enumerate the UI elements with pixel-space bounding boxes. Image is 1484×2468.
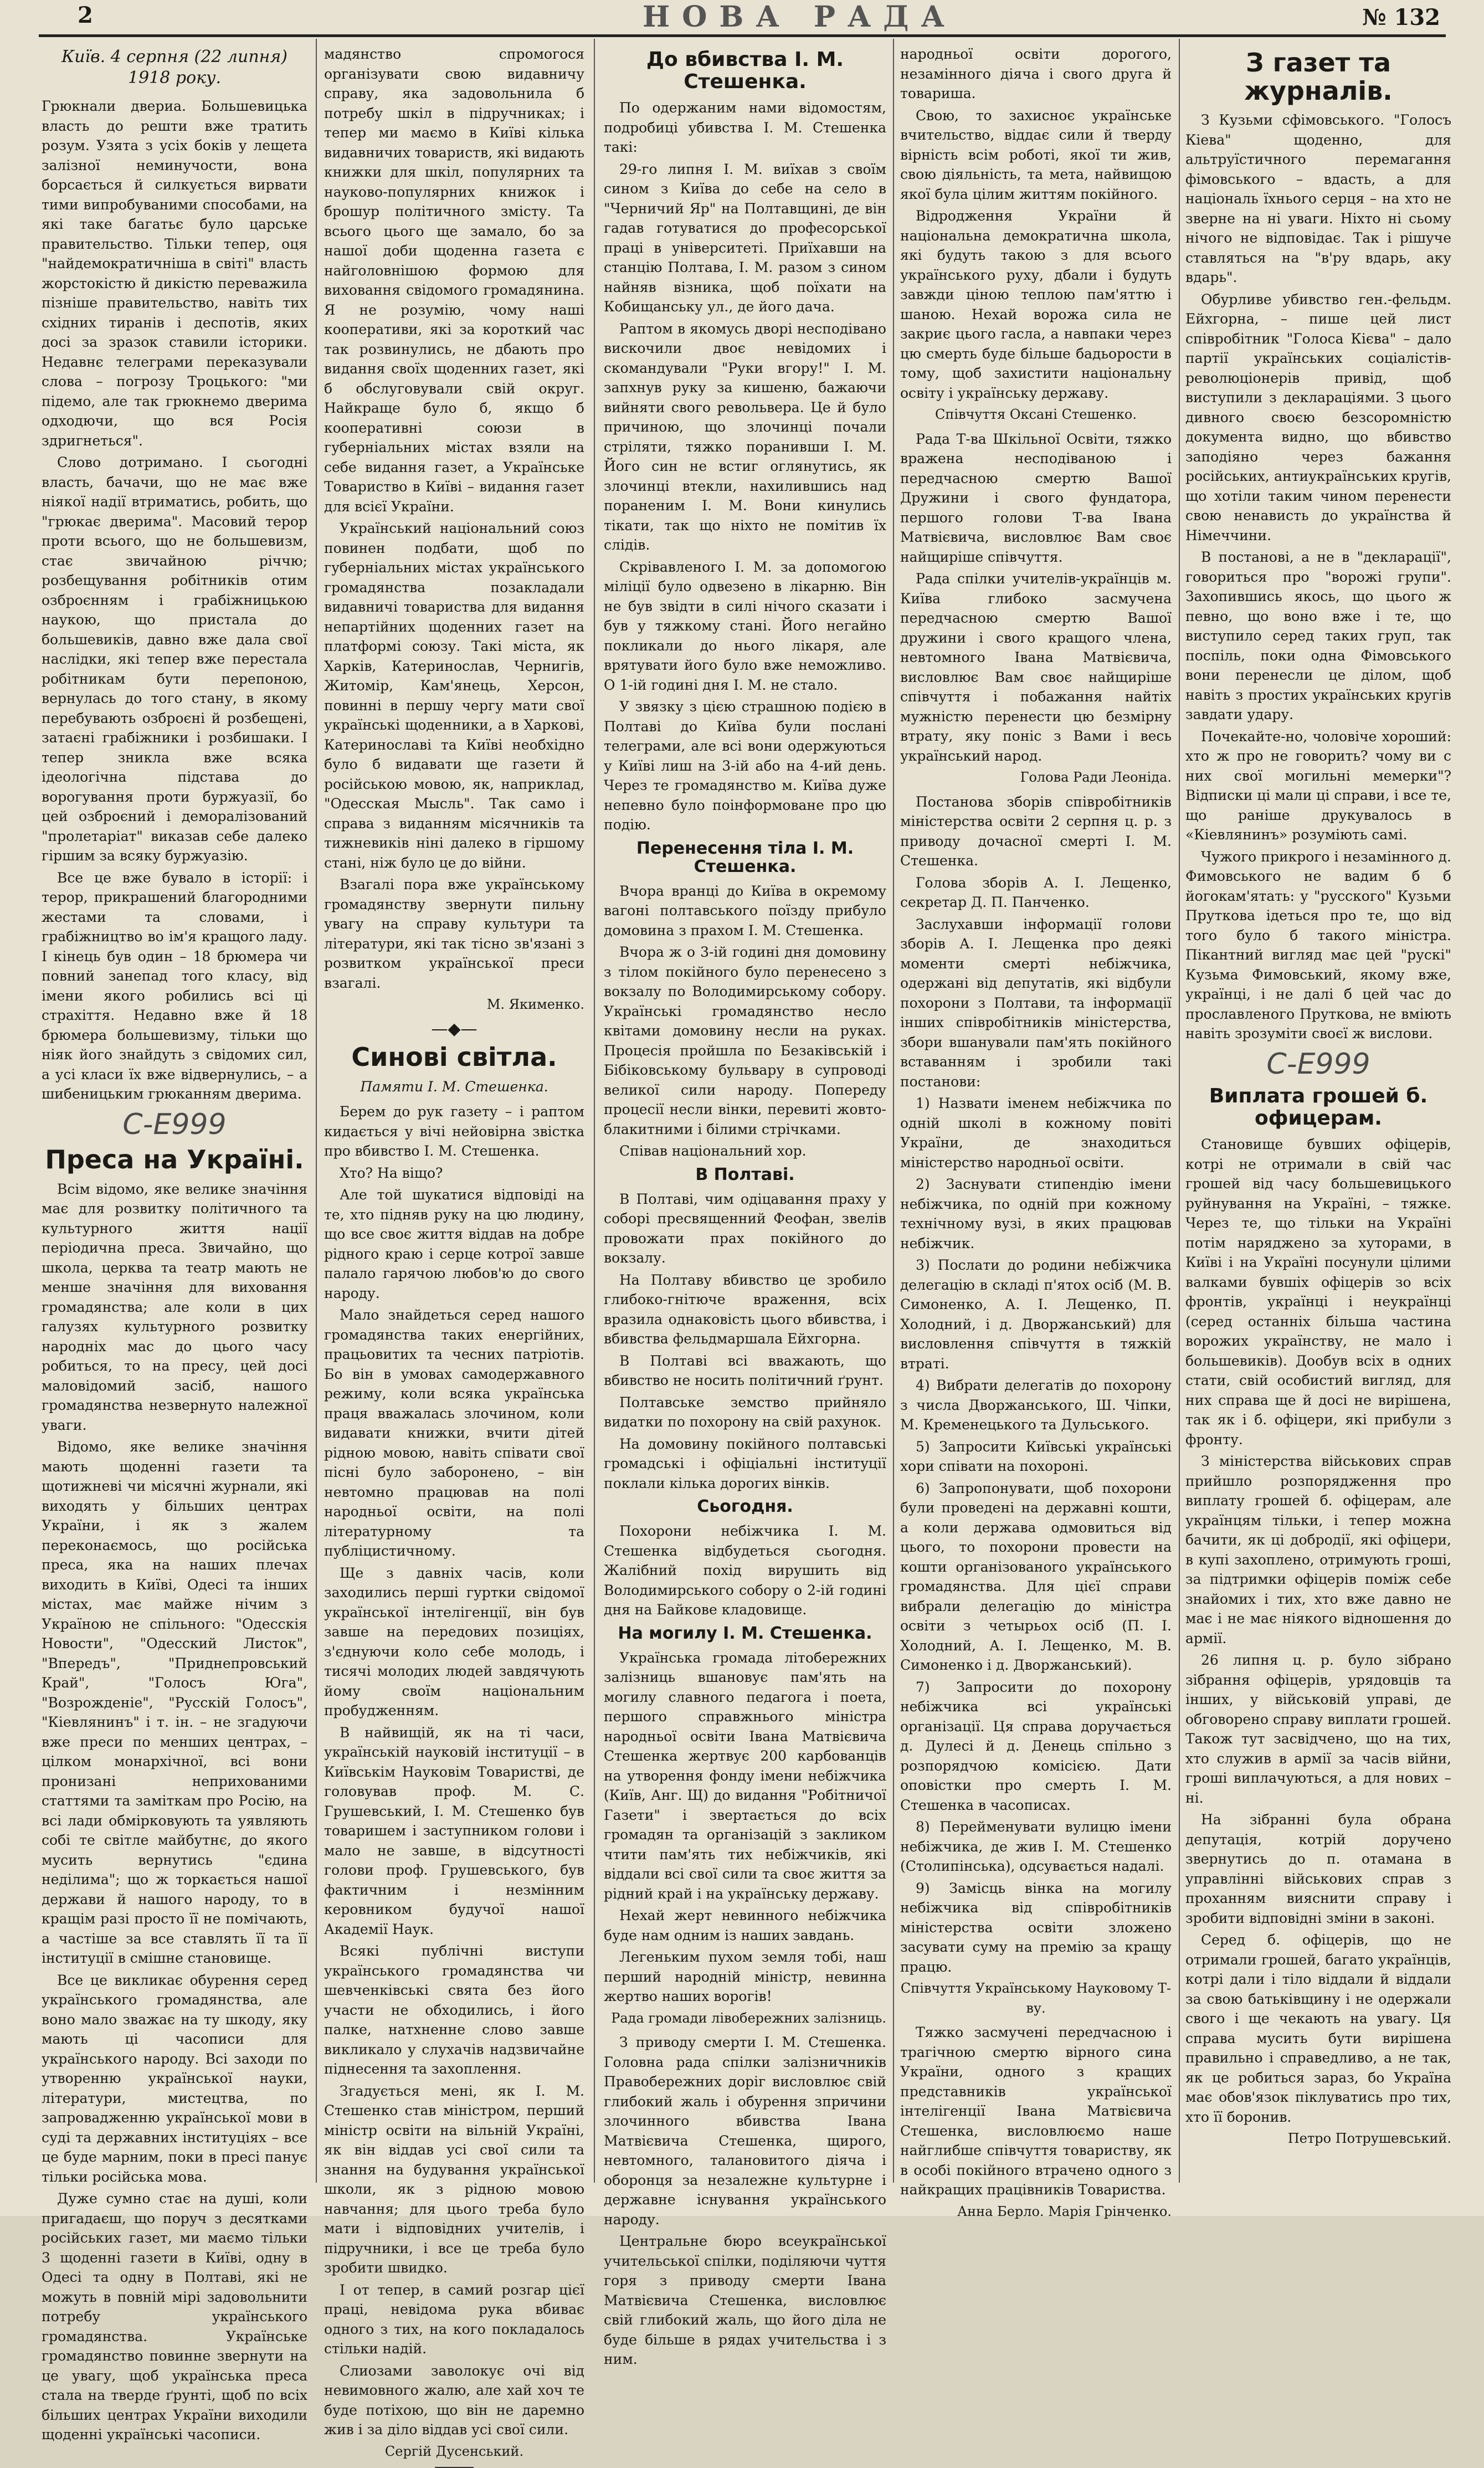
article-signature: Голова Ради Леоніда.: [1020, 769, 1172, 785]
column-divider: [1179, 39, 1180, 2183]
article-paragraph: Українська громада літобережних залізниць вшановує пам'ять на могилу славного педагога і поета, першого справжнього міністра народньої освіти Івана Матвієвича Стешенка жертвує 200 карбованців на утворення фонду імени небіжчика (Київ, Анг. Щ) до видання "Робітничої Газети" і звертається до всіх громадян та організацій з закликом чтити пам'ять тих небіжчиків, які віддали всі свої сили та своє життя за рідний край і на українську державу.: [604, 1649, 886, 1902]
column-divider: [316, 39, 317, 2183]
article-dedication: Памяти І. М. Стешенка.: [360, 1078, 548, 1095]
masthead-rule: [39, 34, 1446, 37]
article-paragraph: В Полтаві, чим одіцавання праху у соборі пресвященний Феофан, звелів провожати прах покійного до вокзалу.: [604, 1191, 886, 1266]
article-paragraph: З приводу смерти І. М. Стешенка. Головна рада спілки залізничників Правобережних доріг висловлює свій глибокий жаль і обурення зпричини злочинного вбивства Івана Матвієвича Стешенка, щирого, невтомного, талановитого діяча і оборонця за незалежне культурне і державне існування українського народу.: [604, 2034, 886, 2228]
article-headline: До вбивства І. М. Стешенка.: [646, 48, 844, 93]
article-paragraph: В Полтаві всі вважають, що вбивство не носить політичний ґрунт.: [604, 1352, 886, 1389]
list-item: 4) Вибрати делегатів до похорону з числа Дворжанського, Ш. Чіпки, М. Кременецького та Дульського.: [900, 1377, 1172, 1433]
column-divider: [893, 39, 894, 2183]
section-subheading: В Полтаві.: [695, 1164, 795, 1184]
article-paragraph: Полтавське земство прийняло видатки по похорону на свій рахунок.: [604, 1394, 886, 1430]
article-headline: З газет та журналів.: [1244, 48, 1393, 106]
article-paragraph: Центральне бюро всеукраїнської учительської спілки, поділяючи чуття горя з приводу смерти Івана Матвієвича Стешенка, висловлює свій глибокий жаль, що його діла не буде більше в рядах учительства і з ним.: [604, 2233, 886, 2368]
article-paragraph: Все це викликає обурення серед українського громадянства, але воно мало зважає на ту шкоду, яку мають ці часописи для українського народу. Всі заходи по утворенню української науки, літератури, мистецтва, по запровадженню української мови в суді та державних інституціях – все це буде марним, поки в пресі панує тільки російська мова.: [42, 1972, 307, 2185]
editorial-paragraph: Грюкнали двериа. Большевицька власть до решти вже тратить розум. Узята з усіх боків у лещета залізної неминучости, вона борсається й силкується вирвати тими випробуваними способами, на які таке багатьє було царське правительство. Тільки тепер, оця "найдемократичніша в світі" власть жорстокістю й дикістю переважила пізніше правительство, навіть тих східних тиранів і деспотів, яких досі за зразок ставили історики. Недавнє телеграми переказували слова – погрозу Троцького: "ми підемо, але так грюкнемо дверима одходючи, що вся Росія здригнеться".: [42, 98, 307, 449]
article-paragraph: З міністерства військових справ прийшло розпорядження про виплату грошей б. офіцерам, але українцям тільки, і тепер можна бачити, як ці добродії, які офіцери, в купі захоплено, отримують гроші, за підтримки офіцерів поміж себе знайомих і тих, хто вже давно не має і не має ніякого відношення до армії.: [1185, 1453, 1451, 1646]
article-paragraph: Вчора вранці до Київа в окремому вагоні полтавського поїзду прибуло домовина з прахом І. М. Стешенка.: [604, 882, 886, 938]
article-paragraph: І от тепер, в самий розгар цієї праці, невідома рука вбиває одного з тих, на кого покладалось стільки надій.: [324, 2281, 584, 2357]
list-item: 8) Перейменувати вулицю імени небіжчика, де жив І. М. Стешенко (Столипінська), одсувається надалі.: [900, 1819, 1172, 1874]
article-paragraph: народньої освіти дорогого, незамінного діяча і свого друга й товариша.: [900, 46, 1172, 101]
list-item: 3) Послати до родини небіжчика делегацію в складі п'ятох осіб (М. В. Симоненко, А. І. Лещенко, П. Холодний, і д. Дворжанський) для висловлення співчуття в тяжкій втраті.: [900, 1257, 1172, 1372]
article-paragraph: Почекайте-но, чоловіче хороший: хто ж про не говорить? чому ви с них свої могильні мемерки"? Відписки ці мали ці справи, і все те, що раніше друкувалось в «Кіевлянинъ» розуміють самі.: [1185, 728, 1451, 843]
article-paragraph: Берем до рук газету – і раптом кидається у вічі нейовірна звістка про вбивство І. М. Стешенка.: [324, 1104, 584, 1159]
article-paragraph: Заслухавши інформації голови зборів А. І. Лещенка про деякі моменти смерті небіжчика, одержані від депутатів, які відбули похорони з Полтави, та інформації інших співробітників міністерства, збори вшанували пам'ять покійного вставанням і зробили такі постанови:: [900, 916, 1172, 1090]
article-signature: М. Якименко.: [486, 997, 584, 1012]
article-paragraph: На Полтаву вбивство це зробило глибоко-гнітюче враження, всіх вразила однаковість цього вбивства, і вбивства фельдмаршала Ейхгорна.: [604, 1271, 886, 1347]
list-item: 7) Запросити до похорону небіжчика всі українські організації. Ця справа доручається д. Дулесі й д. Денець спільно з розпорядчою комісією. Дати оповістки про смерть І. М. Стешенка в часописах.: [900, 1679, 1172, 1813]
section-subheading: Перенесення тіла І. М. Стешенка.: [636, 838, 854, 876]
section-subheading: Співчуття Оксані Стешенко.: [934, 407, 1137, 422]
ornament-divider: —◆—: [431, 1019, 477, 1039]
article-paragraph: Взагалі пора вже українському громадянству звернути пильну увагу на справу культури та літератури, які так тісно зв'язані з розвитком української преси взагалі.: [324, 876, 584, 991]
article-paragraph: 26 липня ц. р. було зібрано зібрання офіцерів, урядовців та інших, у військовій управі, де обговорено справу виплати грошей. Також тут засвідчено, що на тих, хто служив в армії за часів війни, гроші виплачуються, а для нових – ні.: [1185, 1652, 1451, 1806]
list-item: 1) Назвати іменем небіжчика по одній школі в кожному повіті України, де знаходиться міністерство народньої освіти.: [900, 1095, 1172, 1171]
article-paragraph: Чужого прикрого і незамінного д. Фимовського не вадим б б йогокам'ятать: у "русского" Кузьми Пруткова ідеться про те, що від того було б такого міністра. Пікантний вигляд має цей "рускі" Кузьма Фимовський, якому вже, українці, і не далі б цей час до прославленого Пруткова, не вміють навіть зрозуміти своєї ж вислови.: [1185, 848, 1451, 1042]
article-paragraph: Відомо, яке велике значіння мають щоденні газети та щотижневі чи місячні журнали, які виходять у більших центрах України, і як з жалем переконаємось, що російська преса, яка на наших плечах виходить в Київі, Одесі та інших містах, має майже нічим з Україною не спільного: "Одесскія Новости", "Одесский Листок", "Впередъ", "Приднепровський Край", "Голосъ Юга", "Возрожденіе", "Русскій Голосъ", "Кіевлянинъ" і т. ін. – не згадуючи вже преси по менших центрах, – цілком монархічної, всі вони пронизані неприхованими статтями та заміткам про Росію, на всі лади обмірковують та уявляють собі те світле майбутнє, до якого мусить вернутись "єдина неділима"; що ж торкається нашої держави й нашого народу, то в кращім разі просто її не помічають, а частіше за все ставлять її та її інституції в смішне становище.: [42, 1439, 307, 1967]
article-paragraph: Рада спілки учителів-українців м. Київа глибоко засмучена передчасною смертю Вашої дружини і свого кращого члена, невтомного Івана Матвієвича, висловлює Вам своє найщиріше співчуття і побажання найтіх мужністю перенести цю безмірну втрату, яку поніс з Вами і весь український народ.: [900, 571, 1172, 764]
list-item: 9) Замісць вінка на могилу небіжчика від співробітників міністерства освіти зложено засувати суму на премію за кращу працю.: [900, 1880, 1172, 1975]
article-paragraph: 29-го липня І. М. виїхав з своїм сином з Київа до себе на село в "Черничий Яр" на Полтавщині, де він гадав готуватися до професорської праці в університеті. Приїхавши на станцію Полтава, І. М. разом з сином найняв візника, щоб поїхати на Кобищанську ул., де його дача.: [604, 161, 886, 315]
masthead: [33, 0, 1451, 33]
article-headline: Синові світла.: [351, 1042, 557, 1072]
article-paragraph: Слиозами заволокує очі від невимовного жалю, але хай хоч те буде потіхою, що він не даремно жив і за діло віддав усі свої сили.: [324, 2362, 584, 2438]
column-2: [324, 44, 584, 2459]
article-paragraph: Дуже сумно стає на душі, коли пригадаєш, що поруч з десятками російських газет, ми маємо тільки 3 щоденні газети в Київі, одну в Одесі та одну в Полтаві, які не можуть в повній мірі задовольнити потребу українського громадянства. Українське громадянство повинне звернути на це увагу, щоб українська преса стала на тверде ґрунті, щоб по всіх більших центрах України виходили щоденні українські часописи.: [42, 2190, 307, 2443]
article-paragraph: Вчора ж о 3-ій годині дня домовину з тілом покійного було перенесено з вокзалу по Володимирському собору. Українські громадянство несло квітами домовину несли на руках. Процесія пройшла по Безаківській і Бібіковському бульвару в супроводі великої сили народу. Попереду процесії несли вінки, перевиті жовто-блакитними і білими стрічками.: [604, 944, 886, 1137]
article-paragraph: Рада Т-ва Шкільної Освіти, тяжко вражена несподіваною і передчасною смертю Вашої Дружини і свого фундатора, першого голови Т-ва Івана Матвієвича, висловлює Вам своє найщиріше співчуття.: [900, 430, 1172, 565]
article-paragraph: На зібранні була обрана депутація, котрій доручено звернутись до п. отамана в управлінні військових справ з проханням вияснити справу і зробити відповідні зміни в законі.: [1185, 1812, 1451, 1926]
editorial-date: Київ. 4 серпня (22 липня) 1918 року.: [61, 47, 288, 88]
article-paragraph: Відродження України й національна демократична школа, які будуть такою з для всього українського руху, дбали і будуть завжди ціною теплою пам'яттю і шаною. Нехай ворожа сила не закриє цього гасла, а навпаки через цю смерть буде більше бадьорости в тому, щоб захистити національну освіту і українську державу.: [900, 208, 1172, 401]
editorial-paragraph: Все це вже бувало в історії: і терор, прикрашений благородними жестами та словами, і грабіжництво во ім'я кращого ладу. І кінець був один – 18 брюмера чи повний занепад того класу, від імени якого робились всі ці страхіття. Недавно вже й 18 брюмера большевизму, тільки що ніяк його знайдуть з свідомих сил, а усі класи їх вже відвернулись, – а шибеницьким грюканням дверима.: [42, 869, 307, 1102]
paper-title: НОВА РАДА: [643, 0, 957, 34]
page-number: 2: [78, 2, 93, 28]
column-divider: [594, 39, 595, 2183]
list-item: 6) Запропонувати, щоб похорони були проведені на державні кошти, а коли держава одмовиться від цього, то похорони провести на кошти організованого українського громадянства. Для цієї справи вибрали делегацію до міністра освіти з четырьох осіб (П. І. Холодний, А. І. Лещенко, М. В. Симоненко і д. Дворжанський).: [900, 1480, 1172, 1673]
article-paragraph: мадянство спромогося організувати свою видавничу справу, яка задовольнила б потребу шкіл в підручниках; і тепер ми маємо в Київі кілька видавничих товариств, які видають книжки для шкіл, популярних та науково-популярних книжок і брошур політичного змісту. Та всього цього ще замало, бо за нашої доби щоденна газета є найголовнішою формою для виховання свідомого громадянина. Я не розумію, чому наші кооперативи, які за короткий час так розвинулись, не дбають про видання своїх щоденних газет, які б обслуговували свій округ. Найкраще було б, якщо б кооперативні союзи в губерніальних містах взяли на себе видання газет, а Українське Товариство в Київі – видання газет для всієї України.: [324, 46, 584, 515]
article-paragraph: Серед б. офіцерів, що не отримали грошей, багато українців, котрі дали і тіло віддали й віддали за свою батьківщину і не одержали свого і ще чекають на увагу. Ця справа мусить бути вирішена правильно і справедливо, а не так, як це робиться зараз, бо Україна має обов'язок піклуватись про тих, хто її боронив.: [1185, 1932, 1451, 2125]
article-paragraph: По одержаним нами відомостям, подробиці убивства І. М. Стешенка такі:: [604, 100, 886, 156]
article-headline: Виплата грошей б. офицерам.: [1209, 1085, 1428, 1130]
article-headline: Преса на Україні.: [45, 1145, 304, 1174]
column-4: [900, 44, 1172, 2219]
article-signature: Петро Потрушевський.: [1287, 2131, 1451, 2147]
section-subheading: Сьогодня.: [697, 1497, 793, 1517]
editorial-paragraph: Слово дотримано. І сьогодні власть, бачачи, що не має вже ніякої надії втриматись, робить, що "грюкає дверима". Масовий терор проти всього, що не большевизм, стає звичайною річчю; розбещування робітників отим озброєнням і грабіжницькою наукою, що пристала до большевиків, давно вже дала свої наслідки, які тепер вже перестала робітникам бути перепоною, вернулась до того стану, в якому перебувають озброєні й розбещені, затаєні грабіжники і розбишаки. І тепер зникла вже всяка ідеологічна підстава до ворогування проти буржуазії, бо цей озброєний і деморалізований "пролетаріат" виказав себе далеко гіршим за всяку буржуазію.: [42, 454, 307, 864]
article-signature: Сергій Дусенський.: [384, 2443, 524, 2459]
article-paragraph: Хто? На віщо?: [340, 1164, 443, 1181]
article-paragraph: Скрівавленого І. М. за допомогою міліції було одвезено в лікарню. Він не був звідти в силі нічого сказати і був у тяжкому стані. Його негайно покликали до нього лікаря, але врятувати його було вже неможливо. О 1-ій годині дня І. М. не стало.: [604, 558, 886, 693]
article-paragraph: Ще з давніх часів, коли заходились перші гуртки свідомої української інтелігенції, він був завше на передових позиціях, з'єднуючи коло себе молодь, і тисячі молодих людей завдячують йому своїм національним пробудженням.: [324, 1564, 584, 1719]
section-subheading: Співчуття Українському Науковому Т-ву.: [900, 1980, 1172, 2016]
article-signature: Анна Берло. Марія Грінченко.: [957, 2203, 1172, 2219]
article-paragraph: У звязку з цією страшною подією в Полтаві до Київа були послані телеграми, але всі вони одержуються у Київі лиш на 3-ій або на 4-ий день. Через те громадянство м. Київа дуже непевно було поінформоване про цю подію.: [604, 699, 886, 833]
article-paragraph: Але той шукатися відповіді на те, хто підняв руку на цю людину, що все своє життя віддав на добре рідного краю і серце котрої завше палало гарячою любов'ю до свого народу.: [324, 1187, 584, 1301]
issue-number: № 132: [1362, 4, 1440, 30]
article-paragraph: Всім відомо, яке велике значіння має для розвитку політичного та культурного життя нації періодична преса. Звичайно, що школа, церква та театр мають не менше значіння для виховання громадянства; але коли в цих галузях культурного розвитку народніх мас до цього часу робиться, то на пресу, цей досі маловідомий засіб, нашого громадянства незвернуто належної уваги.: [42, 1181, 307, 1433]
column-3: [604, 44, 886, 2368]
article-paragraph: На домовину покійного полтавські громадські і офіціальні інституції поклали кілька дорогих вінків.: [604, 1435, 886, 1491]
article-paragraph: Похорони небіжчика І. М. Стешенка відбудеться сьогодня. Жалібний похід вирушить від Володимирського собору о 2-ій годині дня на Байкове кладовище.: [604, 1523, 886, 1618]
article-paragraph: В найвищій, як на ті часи, українській науковій інституції – в Київськім Науковім Товаристві, де головував проф. М. С. Грушевський, І. М. Стешенко був товаришем і заступником голови і мало не завше, в відсутності голови проф. Грушевського, був фактичним і незмінним керовником будучої нашої Академії Наук.: [324, 1724, 584, 1937]
article-signature: Рада громади лівобережних залізниць.: [611, 2010, 886, 2026]
article-paragraph: З Кузьми сфімовського. "Голосъ Кіева" щоденно, для альтруїстичного перемагання фімовського – вдасть, а для національ їхнього серця – на хто не зверне на ні уваги. Ніхто ні сьому нічого не відповідає. Так і рішуче ставляться на "в'ру вдарь, аку вдарь".: [1185, 112, 1451, 286]
library-stamp: С-Е999: [1266, 1047, 1370, 1081]
article-paragraph: В постанові, а не в "декларації", говориться про "ворожі групи". Захопившись якось, що цього ж певно, що воно вже і те, що виступило серед таких груп, так поспіль, поки одна Фімовського вони перенесли це ділом, щоб навіть з простих українських кругів завдати удару.: [1185, 549, 1451, 723]
article-paragraph: Постанова зборів співробітників міністерства освіти 2 серпня ц. р. з приводу дочасної смерті І. М. Стешенка.: [900, 793, 1172, 869]
list-item: 5) Запросити Київські українські хори співати на похороні.: [900, 1438, 1172, 1474]
article-paragraph: Свою, то захисноє українське вчительство, віддає сили й тверду вірність всім роботі, якої ти жив, свою діяльність, та мета, найвищою якої була цілим життям покійного.: [900, 107, 1172, 202]
column-1: [42, 44, 307, 2443]
column-5: [1185, 44, 1451, 2205]
article-paragraph: Становище бувших офіцерів, котрі не отримали в свій час грошей від часу большевицького руйнування на Україні, – тяжке. Через те, що тільки на Україні потім наряджено за хуторами, в Київі і на Україні посунули цілими валками бувшіх офіцерів зо всіх фронтів, українці і неукраїнці (серед останніх більша частина ворожих українству, не мало і большевиків). Дообув всіх в одних стати, свій особистий вигляд, для них справа ще й досі не вирішена, так як і б. офіцери, які прибули з фронту.: [1185, 1136, 1451, 1448]
article-paragraph: Український національний союз повинен подбати, щоб по губерніальних містах українського громадянства позакладали видавничі товариства для видання непартійних щоденних газет на платформі союзу. Такі міста, як Харків, Катеринослав, Чернигів, Житомір, Кам'янець, Херсон, повинні в першу чергу мати свої українські щоденники, а в Харкові, Катеринославі та Київі необхідно було б видавати ще газети й російською мовою, як, наприклад, "Одесская Мысль". Так само і справа з виданням місячників та тижневиків ніні далеко в гіршому стані, ніж було це до війни.: [324, 520, 584, 871]
library-stamp: С-Е999: [122, 1107, 227, 1141]
article-paragraph: Мало знайдеться серед нашого громадянства таких енергійних, працьовитих та чесних патріотів. Бо він в умовах самодержавного режиму, коли всяка українська праця вважалась злочином, коли видавати книжки, вчити дітей рідною мовою, навіть співати свої пісні було заборонено, – він невтомно працював на полі народньої освіти, на полі літературному та публіцистичному.: [324, 1307, 584, 1559]
article-paragraph: Голова зборів А. І. Лещенко, секретар Д. П. Панченко.: [900, 874, 1172, 910]
article-paragraph: Раптом в якомусь дворі несподівано вискочили двоє невідомих і скомандували "Руки вгору!" І. М. запхнув руку за кишеню, бажаючи вийняти свого револьвера. Це й було причиною, що злочинці почали стріляти, тяжко поранивши І. М. Його син не встиг оглянутись, як злочинці втекли, нахилившись над пораненим І. М. Вони кинулись тікати, так що ніхто не помітив їх слідів.: [604, 320, 886, 553]
article-paragraph: Згадується мені, як І. М. Стешенко став міністром, перший міністр освіти на вільній Україні, як він віддав усі свої сили та знання на будування української школи, як з рідною мовою навчання; для цього треба було мати і відповідних учителів, і підручники, і все це треба було зробити швидко.: [324, 2082, 584, 2276]
article-paragraph: Тяжко засмучені передчасною і трагічною смертю вірного сина України, одного з кращих представників української інтелігенції Івана Матвієвича Стешенка, висловлюємо наше найглибше співчуття товариству, як в особі покійного втрачено одного з найкращих працівників Товариства.: [900, 2024, 1172, 2198]
article-paragraph: Нехай жерт невинного небіжчика буде нам одним із наших завдань.: [604, 1907, 886, 1943]
section-subheading: На могилу І. М. Стешенка.: [618, 1623, 872, 1643]
article-paragraph: Всякі публічні виступи українського громадянства чи шевченківські свята без його участи не обходились, і його палке, натхненне слово завше викликало у слухачів надзвичайне піднесення та захоплення.: [324, 1943, 584, 2077]
article-paragraph: Обурливе убивство ген.-фельдм. Ейхгорна, – пише цей лист співробітник "Голоса Кієва" – дало партії українських соціалістів-революціонерів привід, щоб виступили з деклараціями. З цього дивного своєю безсоромністю документа видно, що вбивство заподіяно через бажання російських, антиукраїнських кругів, що хотіли таким чином перенести свою ненависть до українства й Німеччини.: [1185, 291, 1451, 543]
list-item: 2) Заснувати стипендію імени небіжчика, по одній при кожному технічному вузі, в яких працював небіжчик.: [900, 1176, 1172, 1251]
article-paragraph: Легеньким пухом земля тобі, наш перший народній міністр, невинна жертво наших ворогів!: [604, 1949, 886, 2005]
article-paragraph: Співав національний хор.: [619, 1143, 807, 1159]
